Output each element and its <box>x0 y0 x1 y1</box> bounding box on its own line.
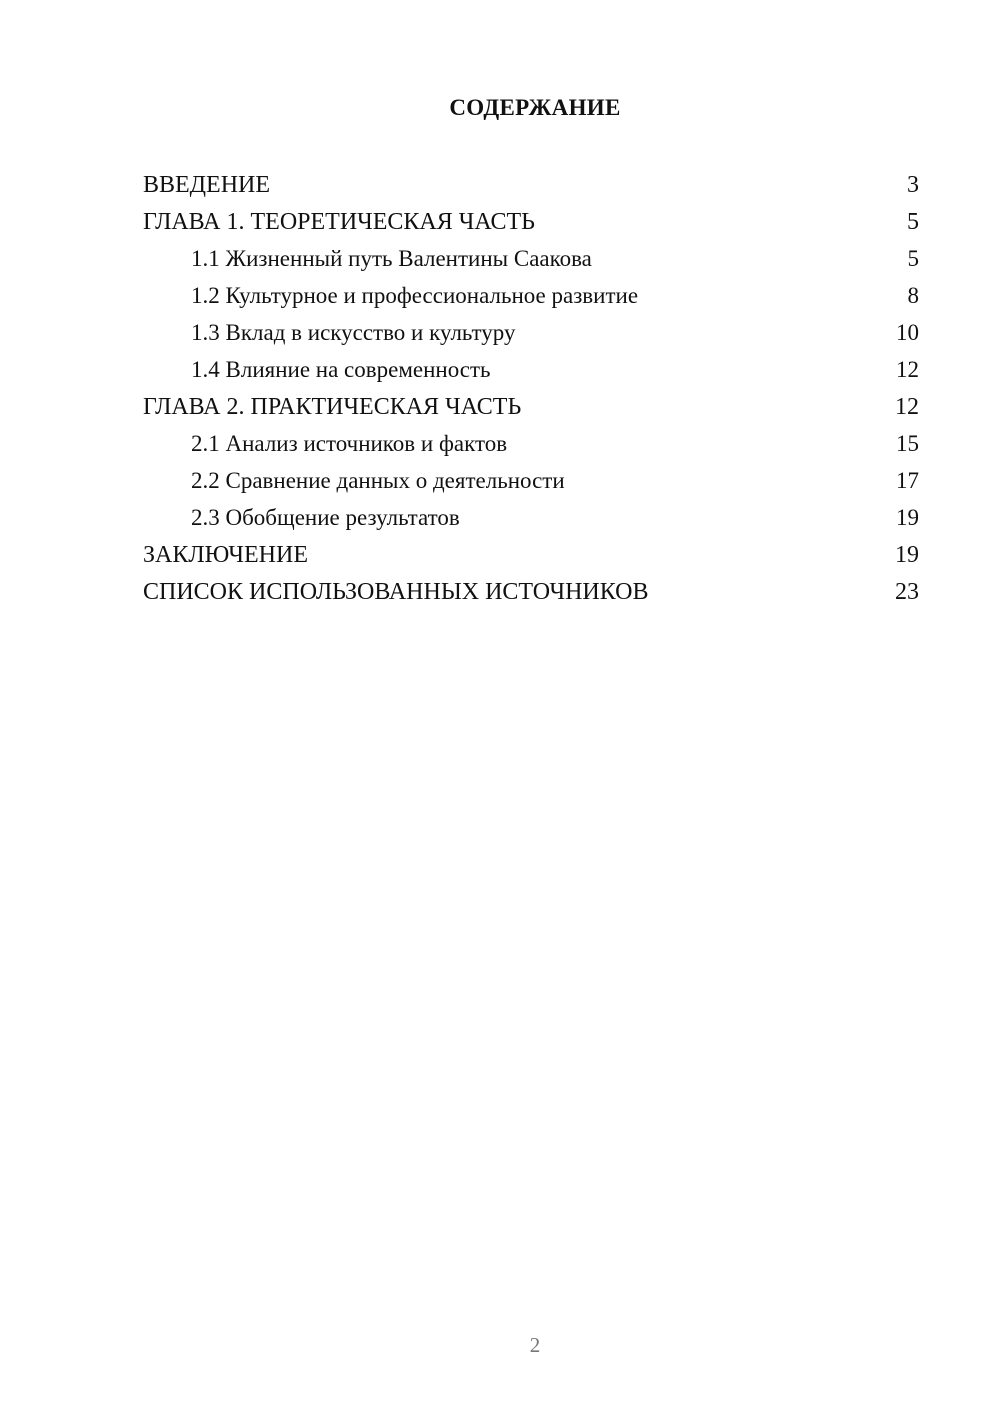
toc-entry-text: 1.1 Жизненный путь Валентины Саакова <box>191 246 592 271</box>
toc-entry-page: 15 <box>896 431 919 456</box>
toc-entry-page: 12 <box>896 357 919 382</box>
toc-entry-text: 1.4 Влияние на современность <box>191 357 491 382</box>
toc-entry-section-2-1[interactable] <box>143 427 919 464</box>
toc-entry-text: ГЛАВА 1. ТЕОРЕТИЧЕСКАЯ ЧАСТЬ <box>143 209 535 235</box>
toc-entry-page: 12 <box>895 394 919 420</box>
toc-entry-text: ВВЕДЕНИЕ <box>143 172 271 198</box>
toc-entry-page: 23 <box>895 579 919 605</box>
toc-entry-page: 17 <box>896 468 919 493</box>
toc-entry-section-1-4[interactable] <box>143 353 919 390</box>
toc-entry-page: 5 <box>907 246 919 271</box>
toc-entry-text: ЗАКЛЮЧЕНИЕ <box>143 542 308 568</box>
toc-entry-section-1-1[interactable] <box>143 242 919 279</box>
toc-entry-chapter-1[interactable] <box>143 205 919 242</box>
toc-entry-text: 2.1 Анализ источников и фактов <box>191 431 508 456</box>
toc-entry-text: 1.2 Культурное и профессиональное развитие <box>191 283 639 308</box>
toc-entry-text: 2.2 Сравнение данных о деятельности <box>191 468 565 493</box>
toc-entry-text: СПИСОК ИСПОЛЬЗОВАННЫХ ИСТОЧНИКОВ <box>143 579 649 605</box>
table-of-contents <box>143 168 919 612</box>
page-title: СОДЕРЖАНИЕ <box>449 95 621 120</box>
toc-entry-section-1-2[interactable] <box>143 279 919 316</box>
toc-entry-section-1-3[interactable] <box>143 316 919 353</box>
toc-entry-section-2-2[interactable] <box>143 464 919 501</box>
toc-entry-introduction[interactable] <box>143 168 919 205</box>
toc-entry-references[interactable] <box>143 575 919 612</box>
toc-entry-page: 8 <box>907 283 919 308</box>
toc-entry-page: 19 <box>895 542 919 568</box>
toc-entry-chapter-2[interactable] <box>143 390 919 427</box>
toc-entry-text: 2.3 Обобщение результатов <box>191 505 460 530</box>
toc-entry-text: ГЛАВА 2. ПРАКТИЧЕСКАЯ ЧАСТЬ <box>143 394 522 420</box>
toc-entry-page: 3 <box>907 172 919 198</box>
toc-entry-conclusion[interactable] <box>143 538 919 575</box>
toc-entry-page: 10 <box>896 320 919 345</box>
page-number: 2 <box>529 1333 541 1357</box>
toc-entry-page: 19 <box>896 505 919 530</box>
toc-entry-text: 1.3 Вклад в искусство и культуру <box>191 320 516 345</box>
toc-entry-page: 5 <box>907 209 919 235</box>
toc-entry-section-2-3[interactable] <box>143 501 919 538</box>
